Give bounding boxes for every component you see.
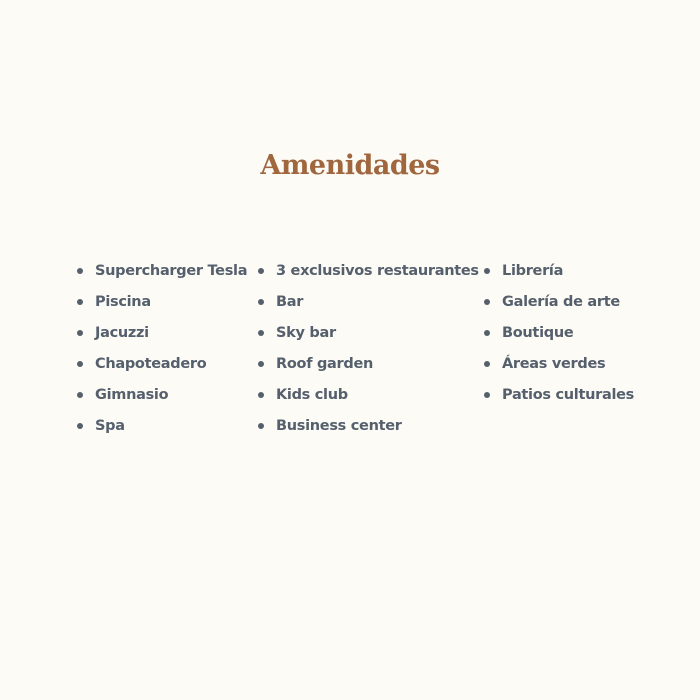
list-item [258,411,479,442]
list-item-label: Sky bar [276,325,336,341]
list-item-label: Áreas verdes [502,356,606,372]
list-item-label: Supercharger Tesla [95,263,248,279]
list-item [258,256,479,287]
bullet-icon [484,299,490,305]
bullet-icon [258,299,264,305]
page-title: Amenidades [260,150,440,181]
bullet-icon [484,330,490,336]
list-item-label: Piscina [95,294,151,310]
list-item-label: Jacuzzi [95,325,149,341]
list-item-label: Bar [276,294,304,310]
list-item [258,287,479,318]
list-item [484,380,634,411]
list-item [77,287,247,318]
list-item-label: 3 exclusivos restaurantes [276,263,479,279]
list-item-label: Galería de arte [502,294,620,310]
bullet-icon [77,330,83,336]
list-item [77,256,247,287]
bullet-icon [77,361,83,367]
bullet-icon [258,330,264,336]
bullet-icon [77,299,83,305]
list-item-label: Kids club [276,387,348,403]
list-item [258,380,479,411]
list-item-label: Librería [502,263,564,279]
bullet-icon [77,268,83,274]
list-item [484,287,634,318]
bullet-icon [77,423,83,429]
list-item [77,318,247,349]
list-item-label: Chapoteadero [95,356,207,372]
list-item-label: Patios culturales [502,387,634,403]
bullet-icon [484,392,490,398]
list-item-label: Boutique [502,325,574,341]
list-item [258,349,479,380]
list-item [484,318,634,349]
list-item-label: Roof garden [276,356,373,372]
amenities-list-column-1 [77,256,247,442]
amenities-list-column-3 [484,256,634,411]
list-item [77,349,247,380]
list-item [484,349,634,380]
list-item-label: Gimnasio [95,387,169,403]
bullet-icon [258,423,264,429]
list-item [258,318,479,349]
amenities-list-column-2 [258,256,479,442]
list-item-label: Spa [95,418,125,434]
bullet-icon [77,392,83,398]
list-item [484,256,634,287]
bullet-icon [258,268,264,274]
list-item-label: Business center [276,418,402,434]
bullet-icon [484,268,490,274]
list-item [77,411,247,442]
bullet-icon [258,392,264,398]
list-item [77,380,247,411]
bullet-icon [258,361,264,367]
bullet-icon [484,361,490,367]
